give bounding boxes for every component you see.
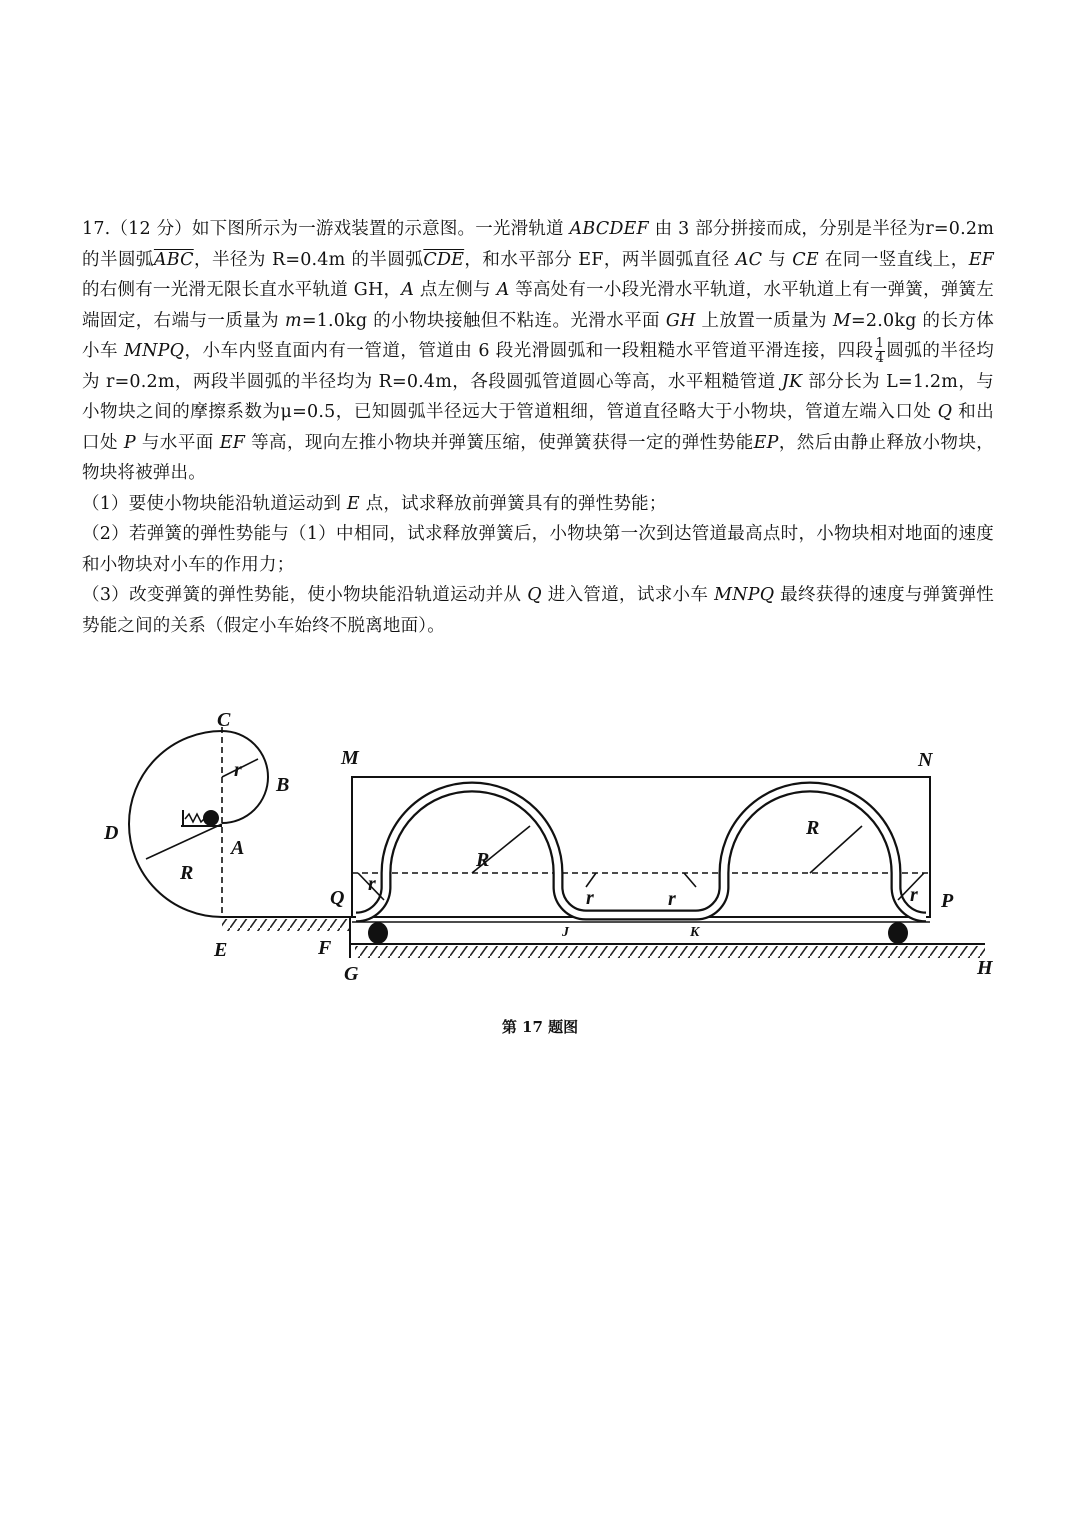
- label-c: C: [217, 709, 231, 731]
- label-g: G: [344, 963, 359, 985]
- label-r-q: r: [368, 873, 376, 895]
- figure-caption: 第 17 题图: [501, 1018, 579, 1036]
- track-diagram: [0, 690, 1080, 1010]
- arc-abc: [222, 731, 268, 823]
- cart-radius-lines: [358, 826, 924, 900]
- label-k: K: [690, 925, 700, 940]
- left-track: [129, 727, 350, 917]
- ground-ef: [222, 919, 350, 931]
- label-r-j: r: [586, 887, 594, 909]
- quarter-fraction: $\frac{1}{4}$: [875, 336, 885, 366]
- radius-R-line: [146, 824, 222, 859]
- problem-stem: 17.（12 分）如下图所示为一游戏装置的示意图。一光滑轨道 ABCDEF 由 3 部分拼接而成，分别是半径为r=0.2m 的半圆弧$\overline{ABC}$，半径为 R=0.4m 的半圆弧$\overline{CDE}$，和水平部分 EF，两半圆弧直径 AC 与 CE 在同一竖直线上，EF 的右侧有一光滑无限长直水平轨道 GH，A 点左侧与 A 等高处有一小段光滑水平轨道，水平轨道上有一弹簧，弹簧左端固定，右端与一质量为 m=1.0kg 的小物块接触但不粘连。光滑水平面 GH 上放置一质量为 M=2.0kg 的长方体小车 MNPQ，小车内竖直面内有一管道，管道由 6 段光滑圆弧和一段粗糙水平管道平滑连接，四段 $\frac{1}{4}$ 圆弧的半径均为 r=0.2m，两段半圆弧的半径均为 R=0.4m，各段圆弧管道圆心等高，水平粗糙管道 JK 部分长为 L=1.2m，与小物块之间的摩擦系数为μ=0.5，已知圆弧半径远大于管道粗细，管道直径略大于小物块，管道左端入口处 Q 和出口处 P 与水平面 EF 等高，现向左推小物块并弹簧压缩，使弹簧获得一定的弹性势能EP，然后由静止释放小物块，物块将被弹出。: [82, 219, 995, 483]
- label-f: F: [318, 937, 332, 959]
- label-a: A: [231, 837, 245, 859]
- tube-pipe: [352, 787, 926, 917]
- label-b: B: [276, 774, 290, 796]
- label-p: P: [941, 890, 954, 912]
- label-r-k: r: [668, 888, 676, 910]
- label-m: M: [341, 747, 359, 769]
- question-1: （1）要使小物块能沿轨道运动到 E 点，试求释放前弹簧具有的弹性势能；: [82, 493, 667, 514]
- label-h: H: [977, 957, 993, 979]
- label-e: E: [214, 939, 228, 961]
- label-R-left-arch: R: [476, 849, 490, 871]
- problem-text: [82, 214, 994, 641]
- label-d: D: [104, 822, 119, 844]
- spring-assembly: [181, 810, 222, 826]
- question-2: （2）若弹簧的弹性势能与（1）中相同，试求释放弹簧后，小物块第一次到达管道最高点时，小物块相对地面的速度和小物块对小车的作用力；: [82, 524, 994, 575]
- block-ball: [203, 810, 219, 826]
- label-r-p: r: [910, 884, 918, 906]
- ground-gh-hatch: [355, 946, 985, 958]
- label-j: J: [562, 925, 569, 940]
- label-n: N: [918, 749, 933, 771]
- question-3: （3）改变弹簧的弹性势能，使小物块能沿轨道运动并从 Q 进入管道，试求小车 MNPQ 最终获得的速度与弹簧弹性势能之间的关系（假定小车始终不脱离地面）。: [82, 585, 994, 636]
- label-r-small: r: [234, 759, 242, 781]
- spring-icon: [185, 814, 205, 822]
- label-R-big: R: [180, 862, 194, 884]
- wheel-right: [888, 922, 908, 944]
- wheel-left: [368, 922, 388, 944]
- label-R-right-arch: R: [806, 817, 820, 839]
- label-q: Q: [330, 887, 345, 909]
